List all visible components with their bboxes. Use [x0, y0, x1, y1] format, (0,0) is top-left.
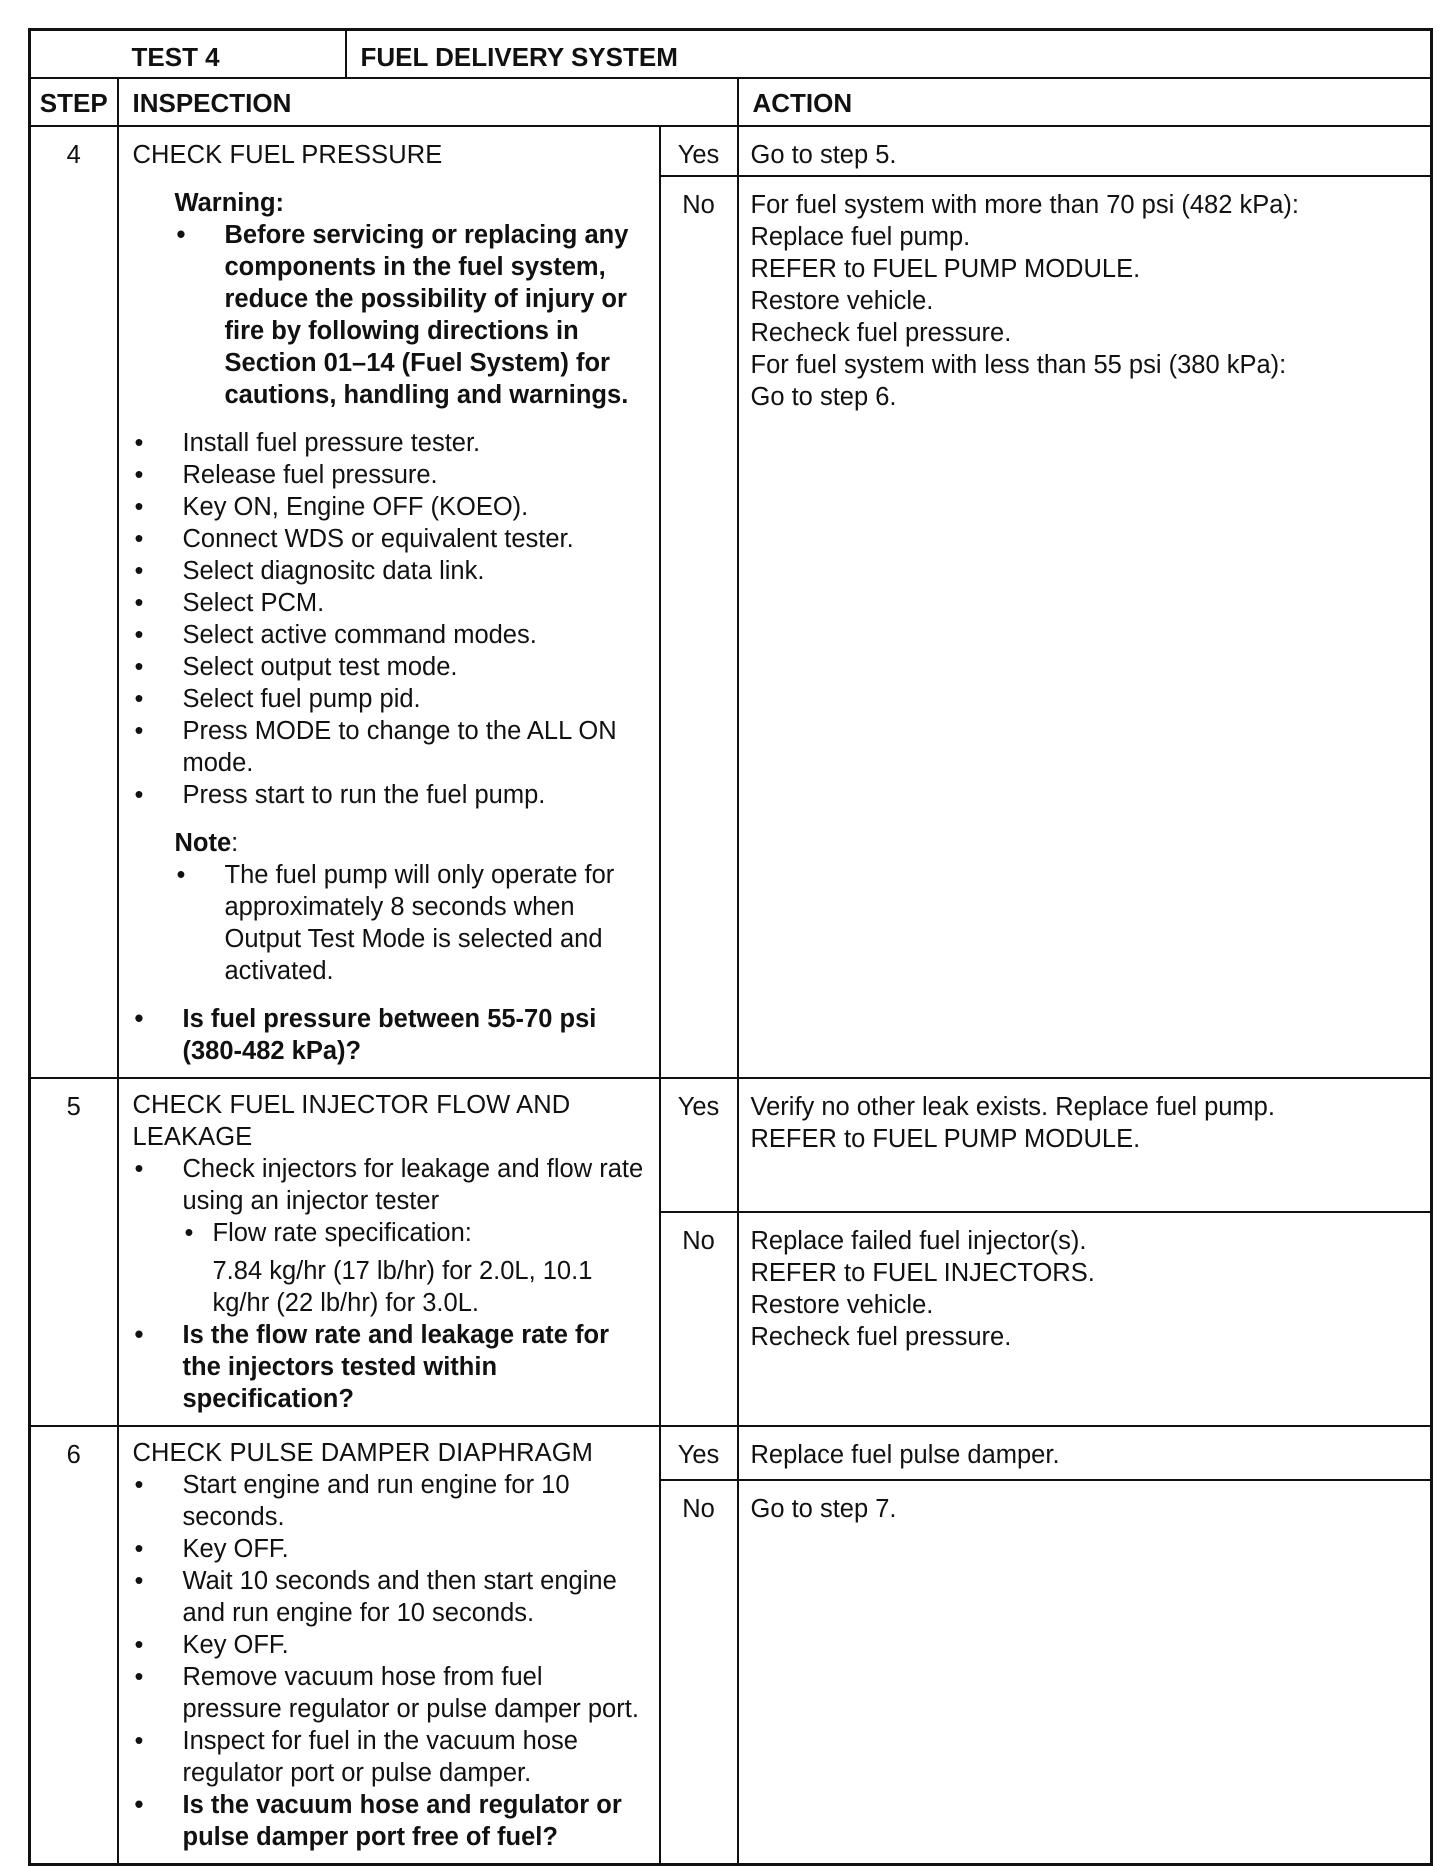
list-item: • Check injectors for leakage and flow rate using an injector tester — [133, 1153, 649, 1217]
warning-text: • Before servicing or replacing any components in the fuel system, reduce the possibility of injury or fire by following directions in Section 01–14 (Fuel System) for cautions, handling and warnings. — [175, 219, 649, 411]
note-colon: : — [231, 828, 239, 857]
action-line: For fuel system with less than 55 psi (380 kPa): — [750, 351, 1287, 380]
step-question: • Is the flow rate and leakage rate for the injectors tested within specification? — [133, 1319, 649, 1415]
action-line: Replace failed fuel injector(s). — [750, 1226, 1087, 1255]
action-line: Restore vehicle. — [750, 1290, 934, 1319]
list-item: • Key OFF. — [133, 1629, 649, 1661]
action-line: Recheck fuel pressure. — [750, 1322, 1012, 1351]
procedure-list — [133, 1469, 649, 1853]
warning-label: Warning: — [174, 188, 285, 217]
action-line: Recheck fuel pressure. — [750, 319, 1012, 348]
step-number: 5 — [30, 1078, 118, 1426]
list-item: • Select active command modes. — [133, 619, 649, 651]
list-item: • Key ON, Engine OFF (KOEO). — [133, 491, 649, 523]
sub-list-item: • Flow rate specification: — [133, 1217, 649, 1249]
action-line: Restore vehicle. — [750, 287, 934, 316]
step-question: • Is fuel pressure between 55-70 psi (380-482 kPa)? — [133, 1003, 649, 1067]
diagnostic-test-table — [28, 28, 1433, 1866]
flow-spec-value: 7.84 kg/hr (17 lb/hr) for 2.0L, 10.1 kg/hr (22 lb/hr) for 3.0L. — [212, 1256, 593, 1317]
step-4-row-yes — [30, 126, 1432, 177]
step-6-row-yes — [30, 1426, 1432, 1481]
no-label: No — [660, 1480, 738, 1864]
note-block — [175, 827, 649, 987]
warning-block — [175, 187, 649, 411]
list-item: • Select fuel pump pid. — [133, 683, 649, 715]
step-question: • Is the vacuum hose and regulator or pulse damper port free of fuel? — [133, 1789, 649, 1853]
service-manual-page — [28, 28, 1430, 1851]
action-line: Replace fuel pulse damper. — [750, 1440, 1060, 1469]
column-header-row — [30, 78, 1432, 126]
list-item: • Inspect for fuel in the vacuum hose regulator port or pulse damper. — [133, 1725, 649, 1789]
step-4-inspection — [118, 126, 660, 1078]
procedure-list — [133, 1153, 649, 1249]
list-item: • Install fuel pressure tester. — [133, 427, 649, 459]
yes-label: Yes — [660, 1078, 738, 1212]
col-header-inspection: INSPECTION — [118, 78, 738, 126]
list-item: • Press MODE to change to the ALL ON mode. — [133, 715, 649, 779]
note-label: Note — [174, 828, 232, 857]
action-line: REFER to FUEL INJECTORS. — [750, 1258, 1095, 1287]
col-header-action: ACTION — [738, 78, 1432, 126]
step-title: CHECK FUEL PRESSURE — [132, 140, 443, 169]
list-item: • Press start to run the fuel pump. — [133, 779, 649, 811]
title-row — [30, 30, 1432, 78]
note-text: • The fuel pump will only operate for approximately 8 seconds when Output Test Mode is selected and activated. — [175, 859, 649, 987]
col-header-step: STEP — [30, 78, 118, 126]
list-item: • Start engine and run engine for 10 seconds. — [133, 1469, 649, 1533]
action-line: REFER to FUEL PUMP MODULE. — [750, 1124, 1141, 1153]
yes-label: Yes — [660, 126, 738, 177]
action-line: REFER to FUEL PUMP MODULE. — [750, 255, 1141, 284]
yes-action — [738, 126, 1432, 177]
list-item: • Wait 10 seconds and then start engine and run engine for 10 seconds. — [133, 1565, 649, 1629]
action-line: For fuel system with more than 70 psi (482 kPa): — [750, 191, 1299, 220]
yes-action — [738, 1078, 1432, 1212]
yes-label: Yes — [660, 1426, 738, 1481]
procedure-list — [133, 427, 649, 811]
test-label: TEST 4 — [118, 30, 346, 78]
list-item: • Remove vacuum hose from fuel pressure regulator or pulse damper port. — [133, 1661, 649, 1725]
list-item: • Key OFF. — [133, 1533, 649, 1565]
step-5-row-yes — [30, 1078, 1432, 1212]
step-5-inspection — [118, 1078, 660, 1426]
step-number: 6 — [30, 1426, 118, 1865]
list-item: • Release fuel pressure. — [133, 459, 649, 491]
action-line: Go to step 5. — [750, 140, 897, 169]
list-item: • Connect WDS or equivalent tester. — [133, 523, 649, 555]
step-title: CHECK PULSE DAMPER DIAPHRAGM — [132, 1438, 593, 1467]
system-title: FUEL DELIVERY SYSTEM — [346, 30, 1432, 78]
step-number: 4 — [30, 126, 118, 1078]
no-action — [738, 176, 1432, 1077]
action-line: Verify no other leak exists. Replace fuel pump. — [750, 1092, 1275, 1121]
list-item: • Select PCM. — [133, 587, 649, 619]
step-6-inspection — [118, 1426, 660, 1865]
action-line: Replace fuel pump. — [750, 223, 971, 252]
list-item: • Select diagnositc data link. — [133, 555, 649, 587]
step-title: CHECK FUEL INJECTOR FLOW AND LEAKAGE — [132, 1090, 571, 1151]
no-label: No — [660, 176, 738, 1077]
no-action — [738, 1480, 1432, 1864]
yes-action — [738, 1426, 1432, 1481]
action-line: Go to step 7. — [750, 1495, 897, 1524]
no-label: No — [660, 1212, 738, 1426]
list-item: • Select output test mode. — [133, 651, 649, 683]
action-line: Go to step 6. — [750, 383, 897, 412]
no-action — [738, 1212, 1432, 1426]
